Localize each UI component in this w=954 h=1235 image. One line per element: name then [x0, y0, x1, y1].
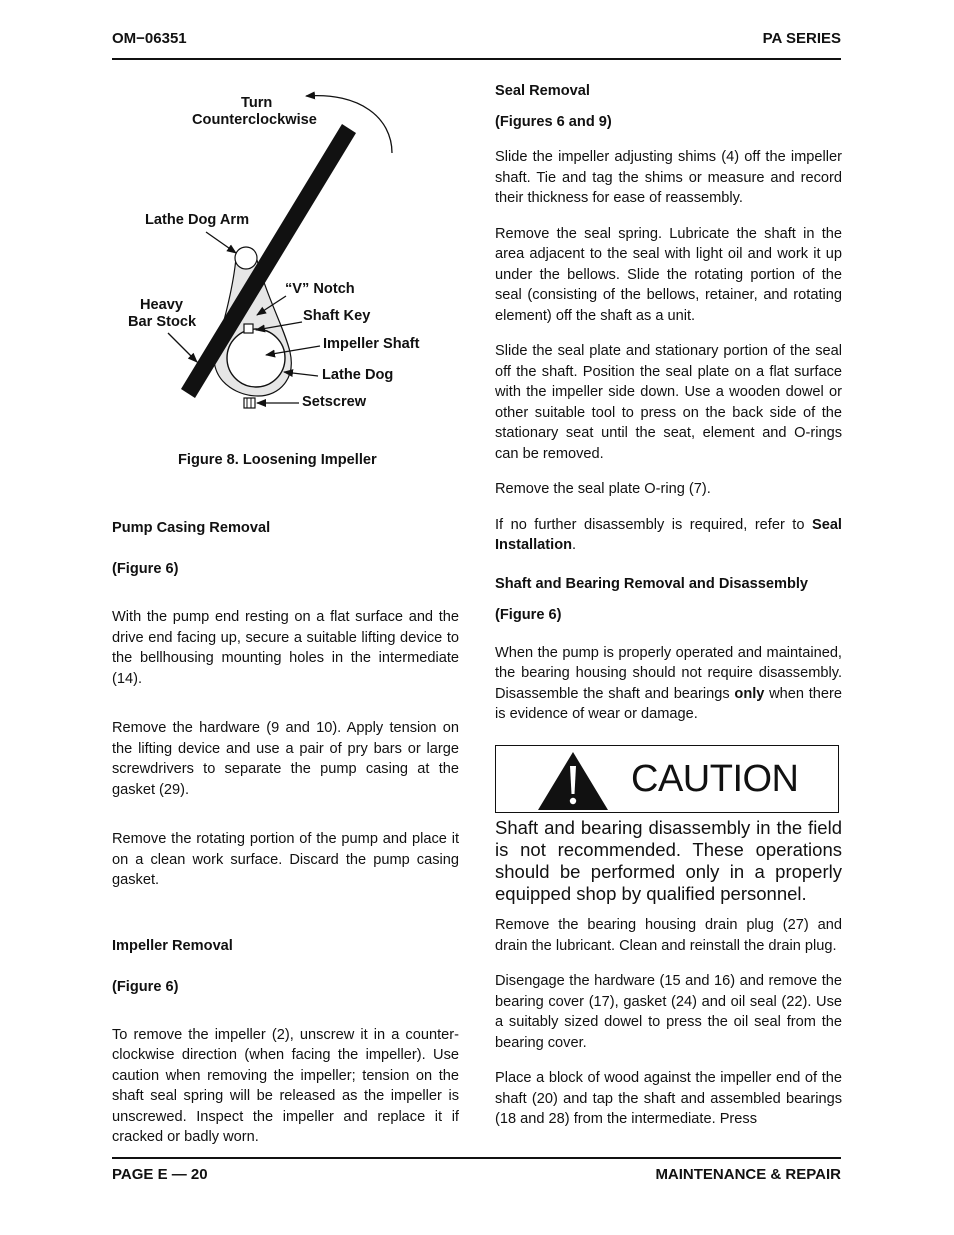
shaft-figure-ref: (Figure 6) [495, 606, 562, 623]
document-number: OM−06351 [112, 30, 187, 47]
label-bar-stock: Bar Stock [128, 314, 197, 330]
label-turn: Turn [241, 95, 273, 111]
shaft-paragraph-3: Disengage the hardware (15 and 16) and remove the bearing cover (17), gasket (24) and oil seal (22). Use a suitably sized dowel to press the oil seal from the bearing cover. [495, 973, 842, 1051]
shaft-paragraph-2: Remove the bearing housing drain plug (27) and drain the lubricant. Clean and reinstall the drain plug. [495, 917, 842, 954]
setscrew-shape [244, 398, 255, 408]
warning-triangle-icon [536, 750, 610, 812]
impeller-figure-ref: (Figure 6) [112, 978, 179, 995]
right-column-lower [495, 915, 842, 1130]
pump-casing-heading: Pump Casing Removal [112, 520, 271, 536]
label-lathe-dog: Lathe Dog [322, 367, 394, 383]
seal-paragraph-3: Slide the seal plate and stationary portion of the seal off the shaft. Position the seal plate on a flat surface with the impeller side down. Use a wooden dowel or other suitable tool to press on the back side of the stationary seat until the seat, element and O-rings can be removed. [495, 343, 842, 462]
section-name: MAINTENANCE & REPAIR [655, 1166, 841, 1183]
label-impeller-shaft: Impeller Shaft [323, 336, 420, 352]
label-shaft-key: Shaft Key [303, 308, 371, 324]
pump-casing-paragraph-3: Remove the rotating portion of the pump and place it on a clean work surface. Discard the pump casing gasket. [112, 831, 459, 888]
impeller-heading: Impeller Removal [112, 937, 233, 954]
right-column-upper [495, 81, 842, 725]
shaft-paragraph-1: When the pump is properly operated and maintained, the bearing housing should not require disassembly. Disassemble the shaft and bearings only when there is evidence of wear or damage. [495, 644, 842, 722]
shaft-key-shape [244, 324, 253, 333]
seal-paragraph-2: Remove the seal spring. Lubricate the shaft in the area adjacent to the seal with light oil and work it up under the bellows. Slide the rotating portion of the seal (consisting of the bellows, retainer, and rotating element) off the shaft as a unit. [495, 225, 842, 324]
only-emphasis: only [734, 685, 765, 702]
shaft-heading: Shaft and Bearing Removal and Disassembly [495, 575, 809, 592]
left-column [112, 518, 459, 1148]
pump-casing-paragraph-1: With the pump end resting on a flat surface and the drive end facing up, secure a suitable lifting device to the bellhousing mounting holes in the intermediate (14). [112, 609, 459, 687]
page-number: PAGE E — 20 [112, 1166, 208, 1183]
shaft-paragraph-4: Place a block of wood against the impeller end of the shaft (20) and tap the shaft and assembled bearings (18 and 28) from the intermediate. Press [495, 1070, 842, 1127]
figure-caption: Figure 8. Loosening Impeller [178, 452, 377, 468]
impeller-shaft-circle [227, 329, 285, 387]
loosening-impeller-figure [110, 80, 480, 440]
seal-figure-ref: (Figures 6 and 9) [495, 114, 612, 130]
seal-installation-reference: Seal Installation [495, 516, 842, 553]
caution-word: CAUTION [631, 758, 799, 800]
caution-text: Shaft and bearing disassembly in the field is not recommended. These operations should be performed only in a properly equipped shop by qualified personnel. [495, 817, 842, 904]
label-v-notch: “V” Notch [285, 281, 355, 297]
pump-casing-figure-ref: (Figure 6) [112, 561, 179, 577]
header-rule [112, 58, 841, 60]
seal-paragraph-1: Slide the impeller adjusting shims (4) off the impeller shaft. Tie and tag the shims or measure and record their thickness for ease of reassembly. [495, 149, 842, 206]
lathe-dog-arm-circle [235, 247, 257, 269]
footer-rule [112, 1157, 841, 1159]
page-header [112, 30, 841, 48]
seal-heading: Seal Removal [495, 83, 590, 99]
label-counterclockwise: Counterclockwise [192, 112, 317, 128]
page-footer [112, 1166, 841, 1184]
label-setscrew: Setscrew [302, 394, 367, 410]
pump-casing-paragraph-2: Remove the hardware (9 and 10). Apply tension on the lifting device and use a pair of pry bars or large screwdrivers to separate the pump casing at the gasket (29). [112, 720, 459, 798]
label-lathe-dog-arm: Lathe Dog Arm [145, 212, 250, 228]
seal-paragraph-4: Remove the seal plate O-ring (7). [495, 481, 711, 497]
impeller-paragraph-1: To remove the impeller (2), unscrew it in a counterclockwise direction (when facing the impeller). Use caution when removing the impeller; tension on the shaft seal spring will be released as the impeller is unscrewed. Inspect the impeller and replace it if cracked or badly worn. [112, 1026, 459, 1145]
seal-paragraph-5: If no further disassembly is required, refer to Seal Installation. [495, 516, 842, 553]
caution-box [495, 745, 839, 813]
series-name: PA SERIES [762, 30, 841, 47]
label-heavy: Heavy [140, 297, 184, 313]
